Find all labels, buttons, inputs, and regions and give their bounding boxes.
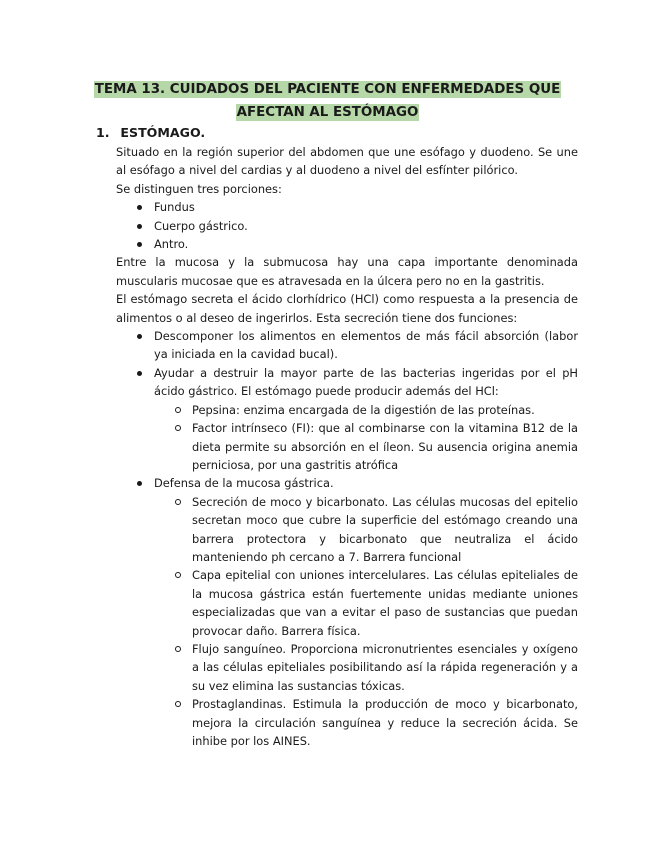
title-line-2: AFECTAN AL ESTÓMAGO [236, 105, 419, 120]
portions-list [116, 198, 578, 253]
section-number: 1. [96, 125, 110, 140]
section-heading [96, 124, 205, 142]
section-body [116, 143, 578, 750]
list-item: Antro. [154, 235, 578, 253]
function-item [154, 327, 578, 364]
function-text: Descomponer los alimentos en elementos de más fácil absorción (labor ya iniciada en la cavidad bucal). [154, 329, 578, 362]
sub-list-item: Capa epitelial con uniones intercelulares. Las células epiteliales de la mucosa gástrica están fuertemente unidas mediante uniones especializadas que van a evitar el paso de sustancias que puedan provocar daño. Barrera física. [192, 566, 578, 640]
portions-intro: Se distinguen tres porciones: [116, 181, 282, 196]
sub-list [154, 401, 578, 475]
intro-paragraph: Situado en la región superior del abdomen que une esófago y duodeno. Se une al esófago a nivel del cardias y al duodeno a nivel del esfínter pilórico. [116, 145, 578, 178]
section-title: ESTÓMAGO. [120, 125, 206, 140]
muscularis-paragraph: Entre la mucosa y la submucosa hay una capa importante denominada muscularis mucosae que es atravesada en la úlcera pero no en la gastritis. [116, 255, 578, 288]
title-line-1: TEMA 13. CUIDADOS DEL PACIENTE CON ENFERMEDADES QUE [94, 82, 561, 97]
function-text: Ayudar a destruir la mayor parte de las bacterias ingeridas por el pH ácido gástrico. El estómago puede producir además del HCl: [154, 365, 578, 399]
sub-list-item: Prostaglandinas. Estimula la producción de moco y bicarbonato, mejora la circulación sanguínea y reduce la secreción ácida. Se inhibe por los AINES. [192, 695, 578, 750]
sub-list [154, 493, 578, 751]
function-item [154, 474, 578, 750]
function-item [154, 364, 578, 474]
document-title [60, 78, 595, 124]
hcl-paragraph: El estómago secreta el ácido clorhídrico (HCl) como respuesta a la presencia de alimentos o al deseo de ingerirlos. Esta secreción tiene dos funciones: [116, 292, 578, 325]
functions-list [116, 327, 578, 750]
list-item: Fundus [154, 198, 578, 216]
sub-list-item: Secreción de moco y bicarbonato. Las células mucosas del epitelio secretan moco que cubre la superficie del estómago creando una barrera protectora y bicarbonato que neutraliza el ácido manteniendo ph cercano a 7. Barrera funcional [192, 493, 578, 567]
sub-list-item: Factor intrínseco (FI): que al combinarse con la vitamina B12 de la dieta permite su absorción en el íleon. Su ausencia origina anemia perniciosa, por una gastritis atrófica [192, 419, 578, 474]
list-item: Cuerpo gástrico. [154, 217, 578, 235]
sub-list-item: Flujo sanguíneo. Proporciona micronutrientes esenciales y oxígeno a las células epiteliales posibilitando así la rápida regeneración y a su vez elimina las sustancias tóxicas. [192, 640, 578, 695]
sub-list-item: Pepsina: enzima encargada de la digestión de las proteínas. [192, 401, 578, 419]
function-text: Defensa de la mucosa gástrica. [154, 476, 334, 491]
